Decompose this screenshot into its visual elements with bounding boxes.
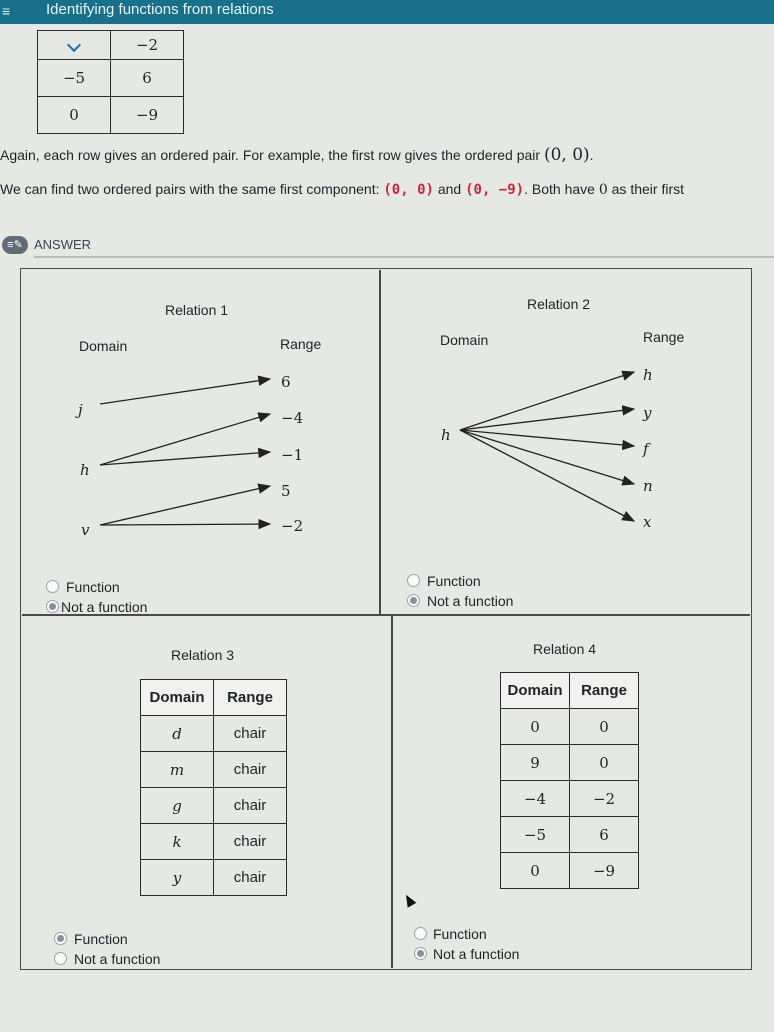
table-cell: −9 bbox=[111, 97, 184, 134]
table-cell: chair bbox=[214, 788, 287, 824]
range-node: −2 bbox=[281, 517, 304, 535]
range-label: Range bbox=[643, 329, 685, 345]
table-cell: m bbox=[141, 752, 214, 788]
table-cell: 6 bbox=[570, 817, 639, 853]
range-node: −4 bbox=[281, 409, 304, 427]
table-cell: chair bbox=[214, 716, 287, 752]
not-function-option-label[interactable]: Not a function bbox=[433, 946, 520, 962]
zero-value: 0 bbox=[598, 182, 608, 198]
and-text: and bbox=[437, 181, 462, 197]
table-row bbox=[501, 745, 639, 781]
range-label: Range bbox=[280, 336, 322, 352]
function-radio[interactable] bbox=[414, 927, 427, 940]
domain-node: h bbox=[441, 426, 451, 444]
domain-node: h bbox=[80, 461, 90, 479]
table-cell: −4 bbox=[501, 781, 570, 817]
function-option-label[interactable]: Function bbox=[433, 926, 487, 942]
ordered-pair-highlight: (0, 0) bbox=[383, 182, 434, 198]
table-cell: chair bbox=[214, 824, 287, 860]
table-cell: 0 bbox=[501, 709, 570, 745]
explanation-text: Again, each row gives an ordered pair. For example, the first row gives the ordered pair bbox=[0, 147, 541, 163]
arrow-j-6 bbox=[100, 379, 270, 404]
table-cell: chair bbox=[214, 860, 287, 896]
domain-node: v bbox=[81, 521, 90, 539]
function-option-label[interactable]: Function bbox=[427, 573, 481, 589]
table-row bbox=[141, 716, 287, 752]
table-cell: −2 bbox=[570, 781, 639, 817]
range-node: 6 bbox=[281, 373, 291, 391]
function-radio[interactable] bbox=[407, 574, 420, 587]
period: . bbox=[589, 147, 594, 163]
table-cell: chair bbox=[214, 752, 287, 788]
arrow-h-h bbox=[460, 372, 634, 430]
pencil-answer-icon: ≡✎ bbox=[2, 236, 28, 254]
table-cell: d bbox=[141, 716, 214, 752]
arrow-v-5 bbox=[100, 486, 270, 525]
domain-label: Domain bbox=[79, 338, 128, 354]
not-function-option-label[interactable]: Not a function bbox=[427, 593, 514, 609]
arrow-h-y bbox=[460, 409, 634, 430]
table-cell: g bbox=[141, 788, 214, 824]
explanation-text: . Both have bbox=[524, 181, 595, 197]
table-cell: 0 bbox=[501, 853, 570, 889]
relation-4-table bbox=[500, 672, 639, 889]
table-row bbox=[141, 752, 287, 788]
range-node: n bbox=[643, 477, 653, 495]
not-function-radio[interactable] bbox=[54, 952, 67, 965]
table-cell: 0 bbox=[38, 97, 111, 134]
function-option-label[interactable]: Function bbox=[74, 931, 128, 947]
explanation-text: We can find two ordered pairs with the same first component: bbox=[0, 181, 380, 197]
table-cell: y bbox=[141, 860, 214, 896]
not-function-radio[interactable] bbox=[46, 600, 59, 613]
table-cell: 6 bbox=[111, 60, 184, 97]
table-cell: −2 bbox=[111, 31, 184, 60]
table-row bbox=[141, 860, 287, 896]
range-node: 5 bbox=[281, 482, 291, 500]
function-radio[interactable] bbox=[46, 580, 59, 593]
page-title: Identifying functions from relations bbox=[46, 1, 274, 18]
relation-2-title: Relation 2 bbox=[527, 296, 591, 312]
column-header: Domain bbox=[141, 680, 214, 716]
function-radio[interactable] bbox=[54, 932, 67, 945]
column-header: Domain bbox=[501, 673, 570, 709]
arrow-h-neg4 bbox=[100, 414, 270, 465]
explanation-text: as their first bbox=[611, 181, 684, 197]
table-row bbox=[501, 853, 639, 889]
range-node: y bbox=[643, 404, 652, 422]
relation-3-table bbox=[140, 679, 287, 896]
range-node: h bbox=[643, 366, 653, 384]
table-cell: 0 bbox=[570, 709, 639, 745]
table-row bbox=[501, 781, 639, 817]
column-header: Range bbox=[570, 673, 639, 709]
arrow-h-neg1 bbox=[100, 452, 270, 465]
table-cell: −5 bbox=[501, 817, 570, 853]
table-cell: 9 bbox=[501, 745, 570, 781]
range-node: f bbox=[643, 440, 649, 458]
relation-3-title: Relation 3 bbox=[171, 647, 235, 663]
range-node: x bbox=[643, 513, 652, 531]
column-header: Range bbox=[214, 680, 287, 716]
arrow-v-neg2 bbox=[100, 524, 270, 525]
table-cell: k bbox=[141, 824, 214, 860]
domain-node: j bbox=[78, 401, 83, 419]
answer-label: ANSWER bbox=[34, 237, 92, 252]
table-row bbox=[501, 817, 639, 853]
table-row bbox=[141, 788, 287, 824]
hamburger-icon[interactable]: ≡ bbox=[2, 3, 11, 19]
relation-4-title: Relation 4 bbox=[533, 641, 597, 657]
table-cell: 0 bbox=[570, 745, 639, 781]
range-node: −1 bbox=[281, 446, 304, 464]
function-option-label[interactable]: Function bbox=[66, 579, 120, 595]
not-function-radio[interactable] bbox=[407, 594, 420, 607]
table-row bbox=[141, 824, 287, 860]
not-function-option-label[interactable]: Not a function bbox=[74, 951, 161, 967]
domain-label: Domain bbox=[440, 332, 489, 348]
not-function-radio[interactable] bbox=[414, 947, 427, 960]
ordered-pair-highlight: (0, −9) bbox=[465, 182, 525, 198]
ordered-pair: (0, 0) bbox=[543, 145, 590, 165]
table-cell: −5 bbox=[38, 60, 111, 97]
not-function-option-label[interactable]: Not a function bbox=[61, 599, 148, 615]
relation-1-title: Relation 1 bbox=[165, 302, 229, 318]
table-cell: −9 bbox=[570, 853, 639, 889]
table-row bbox=[501, 709, 639, 745]
